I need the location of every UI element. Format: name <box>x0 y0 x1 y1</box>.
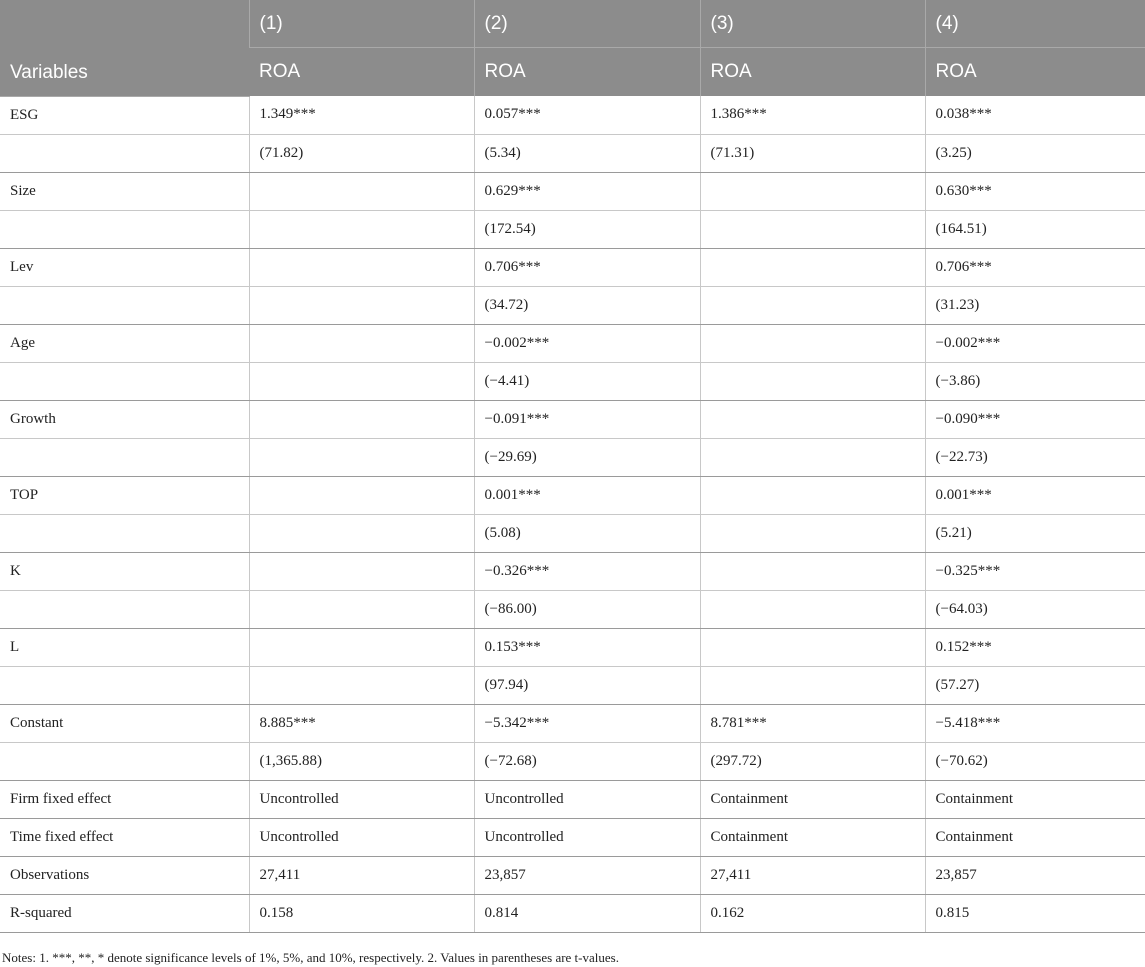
table-cell: −0.002*** <box>925 324 1145 362</box>
table-cell: (97.94) <box>474 666 700 704</box>
table-cell <box>700 324 925 362</box>
dependent-variable-header: ROA <box>700 48 925 97</box>
table-cell: (−29.69) <box>474 438 700 476</box>
table-cell: Containment <box>925 818 1145 856</box>
row-label: TOP <box>0 476 249 514</box>
table-cell: (31.23) <box>925 286 1145 324</box>
table-cell: 23,857 <box>474 856 700 894</box>
table-cell: 27,411 <box>249 856 474 894</box>
table-cell: 0.001*** <box>925 476 1145 514</box>
variables-header: Variables <box>0 0 249 96</box>
table-cell <box>700 514 925 552</box>
table-cell: (164.51) <box>925 210 1145 248</box>
row-label <box>0 362 249 400</box>
table-cell <box>700 590 925 628</box>
table-row <box>0 552 1145 590</box>
table-row <box>0 96 1145 134</box>
table-cell: 0.630*** <box>925 172 1145 210</box>
table-cell: (−4.41) <box>474 362 700 400</box>
table-cell: 0.162 <box>700 894 925 932</box>
table-row <box>0 210 1145 248</box>
table-cell: (3.25) <box>925 134 1145 172</box>
table-cell: 23,857 <box>925 856 1145 894</box>
table-cell <box>700 286 925 324</box>
table-cell <box>249 324 474 362</box>
table-cell: −5.418*** <box>925 704 1145 742</box>
row-label: Firm fixed effect <box>0 780 249 818</box>
table-cell: (−64.03) <box>925 590 1145 628</box>
row-label: R-squared <box>0 894 249 932</box>
row-label: K <box>0 552 249 590</box>
table-cell: Containment <box>700 780 925 818</box>
dependent-variable-header: ROA <box>925 48 1145 97</box>
row-label: Age <box>0 324 249 362</box>
table-row <box>0 362 1145 400</box>
table-row <box>0 476 1145 514</box>
table-cell <box>249 172 474 210</box>
table-cell: (71.31) <box>700 134 925 172</box>
table-cell: −0.002*** <box>474 324 700 362</box>
row-label: Constant <box>0 704 249 742</box>
row-label <box>0 742 249 780</box>
table-cell <box>700 666 925 704</box>
row-label: Lev <box>0 248 249 286</box>
table-row <box>0 742 1145 780</box>
row-label <box>0 286 249 324</box>
table-cell: (172.54) <box>474 210 700 248</box>
table-cell: 8.781*** <box>700 704 925 742</box>
row-label: Time fixed effect <box>0 818 249 856</box>
table-cell: 8.885*** <box>249 704 474 742</box>
table-cell: (−3.86) <box>925 362 1145 400</box>
table-cell <box>249 476 474 514</box>
table-cell: 0.706*** <box>925 248 1145 286</box>
table-cell <box>700 172 925 210</box>
table-cell: (71.82) <box>249 134 474 172</box>
table-cell: 0.152*** <box>925 628 1145 666</box>
table-cell: (5.21) <box>925 514 1145 552</box>
table-cell <box>700 210 925 248</box>
table-cell: 0.629*** <box>474 172 700 210</box>
table-row <box>0 286 1145 324</box>
row-label <box>0 666 249 704</box>
row-label: L <box>0 628 249 666</box>
table-row <box>0 666 1145 704</box>
table-cell <box>249 286 474 324</box>
table-row <box>0 514 1145 552</box>
table-cell: (−22.73) <box>925 438 1145 476</box>
table-cell: 0.038*** <box>925 96 1145 134</box>
table-cell: (5.08) <box>474 514 700 552</box>
table-cell <box>249 438 474 476</box>
table-notes: Notes: 1. ***, **, * denote significance levels of 1%, 5%, and 10%, respectively. 2. Values in parentheses are t-values. <box>2 950 619 965</box>
table-row <box>0 248 1145 286</box>
row-label: Size <box>0 172 249 210</box>
table-cell: 0.158 <box>249 894 474 932</box>
row-label <box>0 134 249 172</box>
row-label: Observations <box>0 856 249 894</box>
row-label <box>0 590 249 628</box>
table-cell: −5.342*** <box>474 704 700 742</box>
table-row <box>0 172 1145 210</box>
table-cell: (−72.68) <box>474 742 700 780</box>
table-cell: 27,411 <box>700 856 925 894</box>
table-row <box>0 438 1145 476</box>
table-row <box>0 704 1145 742</box>
row-label <box>0 514 249 552</box>
table-cell: (297.72) <box>700 742 925 780</box>
table-cell: (57.27) <box>925 666 1145 704</box>
table-cell: −0.091*** <box>474 400 700 438</box>
table-cell <box>249 514 474 552</box>
table-cell <box>249 552 474 590</box>
table-row <box>0 324 1145 362</box>
row-label: ESG <box>0 96 249 134</box>
table-cell: −0.326*** <box>474 552 700 590</box>
table-cell <box>249 628 474 666</box>
table-cell: (1,365.88) <box>249 742 474 780</box>
row-label: Growth <box>0 400 249 438</box>
table-cell: 0.814 <box>474 894 700 932</box>
table-cell <box>700 552 925 590</box>
table-cell: 0.057*** <box>474 96 700 134</box>
table-cell <box>249 248 474 286</box>
table-cell: Uncontrolled <box>474 818 700 856</box>
table-cell <box>700 476 925 514</box>
table-cell: Containment <box>925 780 1145 818</box>
table-cell <box>249 666 474 704</box>
table-cell <box>249 400 474 438</box>
table-cell: 0.153*** <box>474 628 700 666</box>
column-number-header: (3) <box>700 0 925 48</box>
table-row <box>0 856 1145 894</box>
column-number-header: (4) <box>925 0 1145 48</box>
table-body <box>0 96 1145 932</box>
table-cell: (5.34) <box>474 134 700 172</box>
table-cell: Uncontrolled <box>474 780 700 818</box>
column-number-header: (2) <box>474 0 700 48</box>
table-cell: (−70.62) <box>925 742 1145 780</box>
table-cell <box>700 248 925 286</box>
table-cell: −0.090*** <box>925 400 1145 438</box>
table-cell: 0.815 <box>925 894 1145 932</box>
row-label <box>0 210 249 248</box>
table-row <box>0 590 1145 628</box>
dependent-variable-header: ROA <box>249 48 474 97</box>
table-cell: 1.349*** <box>249 96 474 134</box>
table-cell <box>249 362 474 400</box>
table-header <box>0 0 1145 96</box>
table-cell: 1.386*** <box>700 96 925 134</box>
table-row <box>0 628 1145 666</box>
table-cell <box>700 438 925 476</box>
table-row <box>0 134 1145 172</box>
table-cell <box>249 210 474 248</box>
dependent-variable-header: ROA <box>474 48 700 97</box>
table-cell <box>249 590 474 628</box>
table-cell <box>700 628 925 666</box>
table-cell <box>700 400 925 438</box>
column-number-header: (1) <box>249 0 474 48</box>
table-row <box>0 780 1145 818</box>
table-cell: −0.325*** <box>925 552 1145 590</box>
table-cell: 0.706*** <box>474 248 700 286</box>
table-row <box>0 400 1145 438</box>
table-cell: Containment <box>700 818 925 856</box>
table-cell: (34.72) <box>474 286 700 324</box>
table-cell <box>700 362 925 400</box>
table-cell: (−86.00) <box>474 590 700 628</box>
row-label <box>0 438 249 476</box>
table-cell: 0.001*** <box>474 476 700 514</box>
table-cell: Uncontrolled <box>249 818 474 856</box>
table-row <box>0 894 1145 932</box>
table-row <box>0 818 1145 856</box>
header-row-numbers <box>0 0 1145 48</box>
table-cell: Uncontrolled <box>249 780 474 818</box>
